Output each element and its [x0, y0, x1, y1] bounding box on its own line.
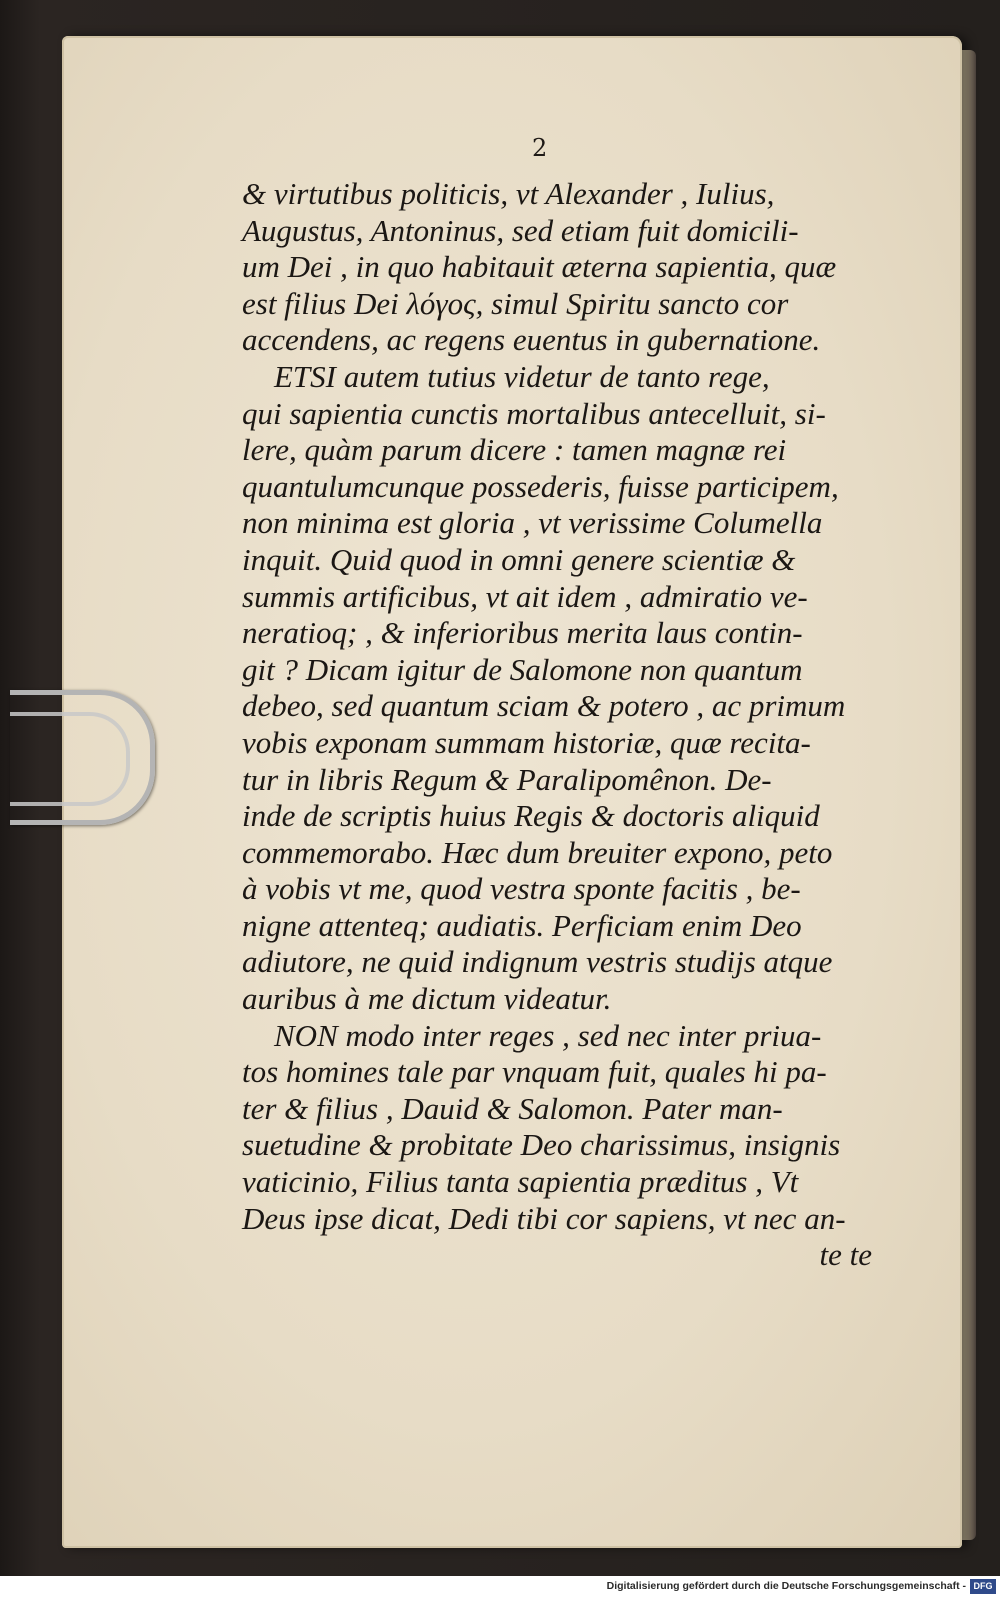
catchword: te te — [819, 1237, 872, 1273]
text-line: inquit. Quid quod in omni genere scientiæ & — [242, 541, 796, 577]
text-line: summis artificibus, vt ait idem , admiratio ve- — [242, 578, 808, 614]
text-line: vaticinio, Filius tanta sapientia præditus , Vt — [242, 1164, 799, 1200]
text-line: ETSI autem tutius videtur de tanto rege, — [274, 358, 770, 394]
page-text — [242, 176, 882, 1274]
text-line: inde de scriptis huius Regis & doctoris aliquid — [242, 798, 820, 834]
text-line: ter & filius , Dauid & Salomon. Pater man- — [242, 1090, 783, 1126]
text-line: debeo, sed quantum sciam & potero , ac primum — [242, 688, 846, 724]
footer-credit: Digitalisierung gefördert durch die Deutsche Forschungsgemeinschaft - — [606, 1580, 966, 1592]
text-line: accendens, ac regens euentus in gubernatione. — [242, 322, 821, 358]
text-line: lere, quàm parum dicere : tamen magnæ rei — [242, 432, 787, 468]
text-line: Deus ipse dicat, Dedi tibi cor sapiens, vt nec an- — [242, 1200, 846, 1236]
text-line: auribus à me dictum videatur. — [242, 981, 612, 1017]
text-line: suetudine & probitate Deo charissimus, insignis — [242, 1127, 841, 1163]
dfg-logo: DFG — [970, 1579, 996, 1594]
text-line: qui sapientia cunctis mortalibus antecelluit, si- — [242, 395, 826, 431]
digitization-footer — [0, 1576, 1000, 1600]
text-line: nigne attenteq; audiatis. Perficiam enim Deo — [242, 907, 802, 943]
paper-clip-inner — [10, 712, 130, 806]
text-line: Augustus, Antoninus, sed etiam fuit domicili- — [242, 212, 799, 248]
text-line: tos homines tale par vnquam fuit, quales hi pa- — [242, 1054, 827, 1090]
page-number: 2 — [532, 134, 548, 162]
text-line: non minima est gloria , vt verissime Columella — [242, 505, 823, 541]
text-line: git ? Dicam igitur de Salomone non quantum — [242, 651, 803, 687]
text-line: adiutore, ne quid indignum vestris studijs atque — [242, 944, 833, 980]
text-line: quantulumcunque possederis, fuisse participem, — [242, 468, 839, 504]
text-line: tur in libris Regum & Paralipomênon. De- — [242, 761, 772, 797]
text-line: commemorabo. Hæc dum breuiter expono, peto — [242, 834, 833, 870]
text-line: & virtutibus politicis, vt Alexander , Iulius, — [242, 176, 775, 211]
text-line: um Dei , in quo habitauit æterna sapientia, quæ — [242, 249, 837, 285]
text-line: est filius Dei λόγος, simul Spiritu sancto cor — [242, 285, 789, 321]
text-line: à vobis vt me, quod vestra sponte facitis , be- — [242, 871, 801, 907]
text-line: NON modo inter reges , sed nec inter priua- — [274, 1017, 822, 1053]
text-line: neratioq; , & inferioribus merita laus contin- — [242, 615, 803, 651]
text-line: vobis exponam summam historiæ, quæ recita- — [242, 724, 811, 760]
